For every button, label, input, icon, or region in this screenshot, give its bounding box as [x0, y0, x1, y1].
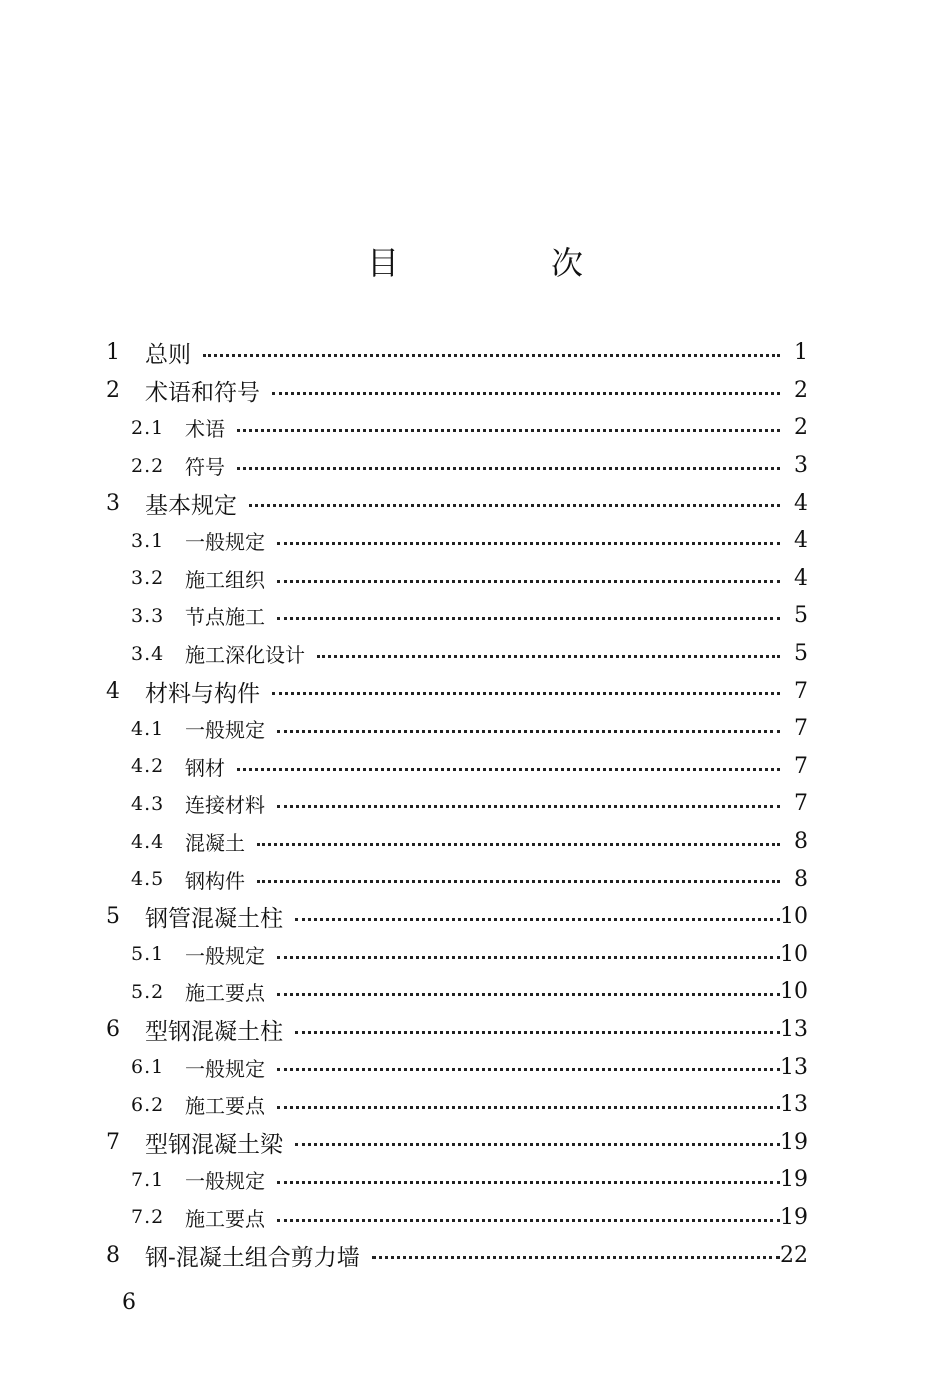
toc-entry[interactable] [0, 785, 950, 823]
toc-entry-label: 施工要点 [185, 1206, 265, 1231]
toc-entry-label: 材料与构件 [145, 680, 260, 707]
toc-entry[interactable] [0, 748, 950, 786]
dot-leader [257, 880, 780, 883]
dot-leader [295, 918, 780, 921]
toc-entry-page: 10 [780, 904, 808, 930]
toc-entry-number: 4.5 [131, 868, 165, 891]
toc-entry-page: 7 [794, 716, 808, 742]
dot-leader [249, 504, 780, 507]
table-of-contents [0, 334, 950, 1274]
dot-leader [237, 768, 780, 771]
toc-entry[interactable] [0, 409, 950, 447]
toc-entry[interactable] [0, 1199, 950, 1237]
toc-entry-number: 8 [106, 1242, 120, 1268]
toc-entry-label: 一般规定 [185, 943, 265, 968]
toc-entry-number: 3.4 [131, 642, 165, 665]
toc-entry[interactable] [0, 1161, 950, 1199]
toc-entry-label: 一般规定 [185, 1169, 265, 1194]
toc-entry-number: 2.2 [131, 454, 165, 477]
dot-leader [277, 1106, 780, 1109]
toc-entry-number: 7.2 [131, 1206, 165, 1229]
dot-leader [203, 354, 780, 357]
dot-leader [372, 1256, 780, 1259]
dot-leader [277, 617, 780, 620]
toc-entry[interactable] [0, 823, 950, 861]
dot-leader [257, 843, 780, 846]
dot-leader [295, 1143, 780, 1146]
dot-leader [272, 392, 780, 395]
toc-entry-label: 施工要点 [185, 1094, 265, 1119]
toc-entry[interactable] [0, 334, 950, 372]
toc-entry-number: 4.3 [131, 792, 165, 815]
toc-entry-number: 7 [106, 1129, 120, 1155]
toc-entry-label: 型钢混凝土梁 [145, 1131, 283, 1158]
toc-entry-page: 19 [780, 1167, 808, 1193]
toc-entry-number: 6.2 [131, 1093, 165, 1116]
toc-entry-number: 4.1 [131, 717, 165, 740]
dot-leader [277, 805, 780, 808]
toc-entry-page: 3 [794, 453, 808, 479]
toc-entry[interactable] [0, 1086, 950, 1124]
toc-entry-label: 总则 [145, 342, 191, 369]
dot-leader [237, 429, 780, 432]
toc-entry-page: 8 [794, 866, 808, 892]
toc-entry-page: 4 [794, 490, 808, 516]
toc-entry-label: 基本规定 [145, 492, 237, 519]
toc-entry[interactable] [0, 936, 950, 974]
toc-entry-page: 13 [780, 1054, 808, 1080]
toc-entry[interactable] [0, 973, 950, 1011]
dot-leader [277, 542, 780, 545]
toc-entry-page: 2 [794, 415, 808, 441]
toc-entry[interactable] [0, 635, 950, 673]
dot-leader [277, 1181, 780, 1184]
dot-leader [317, 655, 780, 658]
toc-entry-page: 7 [794, 791, 808, 817]
toc-entry[interactable] [0, 860, 950, 898]
toc-entry-label: 术语和符号 [145, 379, 260, 406]
toc-entry-page: 5 [794, 603, 808, 629]
toc-entry[interactable] [0, 710, 950, 748]
page-title: 目 次 [366, 244, 643, 282]
toc-entry-page: 19 [780, 1204, 808, 1230]
toc-entry-number: 3.3 [131, 604, 165, 627]
toc-entry[interactable] [0, 1048, 950, 1086]
toc-entry-label: 符号 [185, 455, 225, 480]
toc-entry-page: 22 [780, 1242, 808, 1268]
dot-leader [277, 956, 780, 959]
toc-entry[interactable] [0, 898, 950, 936]
toc-entry-number: 4.2 [131, 755, 165, 778]
toc-entry-label: 钢-混凝土组合剪力墙 [145, 1244, 360, 1271]
toc-entry-page: 8 [794, 829, 808, 855]
toc-entry-page: 10 [780, 941, 808, 967]
toc-entry-label: 术语 [185, 417, 225, 442]
toc-entry[interactable] [0, 672, 950, 710]
toc-entry[interactable] [0, 484, 950, 522]
dot-leader [277, 730, 780, 733]
toc-entry[interactable] [0, 447, 950, 485]
toc-entry-number: 5 [106, 904, 120, 930]
toc-entry-number: 4.4 [131, 830, 165, 853]
toc-entry-page: 4 [794, 528, 808, 554]
toc-entry-number: 1 [106, 340, 120, 366]
toc-entry-label: 型钢混凝土柱 [145, 1018, 283, 1045]
toc-entry-label: 混凝土 [185, 831, 245, 856]
toc-entry-label: 一般规定 [185, 718, 265, 743]
toc-entry-page: 2 [794, 377, 808, 403]
toc-entry-label: 施工要点 [185, 981, 265, 1006]
toc-entry-number: 3.2 [131, 567, 165, 590]
toc-entry-label: 施工组织 [185, 567, 265, 592]
toc-entry-page: 19 [780, 1129, 808, 1155]
toc-entry[interactable] [0, 522, 950, 560]
toc-entry-page: 13 [780, 1016, 808, 1042]
page-number: 6 [122, 1290, 136, 1315]
toc-entry[interactable] [0, 597, 950, 635]
toc-entry[interactable] [0, 560, 950, 598]
toc-entry-label: 一般规定 [185, 1056, 265, 1081]
toc-entry-page: 4 [794, 565, 808, 591]
toc-entry-label: 一般规定 [185, 530, 265, 555]
toc-entry[interactable] [0, 1236, 950, 1274]
toc-entry-page: 5 [794, 641, 808, 667]
toc-entry-number: 3 [106, 490, 120, 516]
toc-entry-label: 施工深化设计 [185, 643, 305, 668]
toc-entry[interactable] [0, 1123, 950, 1161]
toc-entry-label: 钢材 [185, 755, 225, 780]
dot-leader [277, 580, 780, 583]
toc-entry-number: 5.1 [131, 943, 165, 966]
toc-entry-page: 7 [794, 678, 808, 704]
toc-entry[interactable] [0, 372, 950, 410]
toc-entry-label: 节点施工 [185, 605, 265, 630]
dot-leader [272, 692, 780, 695]
toc-entry-number: 4 [106, 678, 120, 704]
toc-entry-number: 3.1 [131, 529, 165, 552]
toc-entry-number: 2 [106, 377, 120, 403]
toc-entry-number: 6 [106, 1016, 120, 1042]
toc-entry-label: 连接材料 [185, 793, 265, 818]
toc-entry-label: 钢管混凝土柱 [145, 906, 283, 933]
toc-entry-number: 2.1 [131, 416, 165, 439]
dot-leader [277, 1219, 780, 1222]
toc-entry-number: 7.1 [131, 1168, 165, 1191]
toc-entry-page: 13 [780, 1092, 808, 1118]
dot-leader [295, 1031, 780, 1034]
dot-leader [277, 1068, 780, 1071]
toc-entry-page: 1 [794, 340, 808, 366]
toc-entry-number: 5.2 [131, 980, 165, 1003]
dot-leader [277, 993, 780, 996]
toc-entry-page: 10 [780, 979, 808, 1005]
toc-entry[interactable] [0, 1011, 950, 1049]
toc-entry-page: 7 [794, 753, 808, 779]
toc-entry-label: 钢构件 [185, 868, 245, 893]
toc-entry-number: 6.1 [131, 1056, 165, 1079]
dot-leader [237, 467, 780, 470]
